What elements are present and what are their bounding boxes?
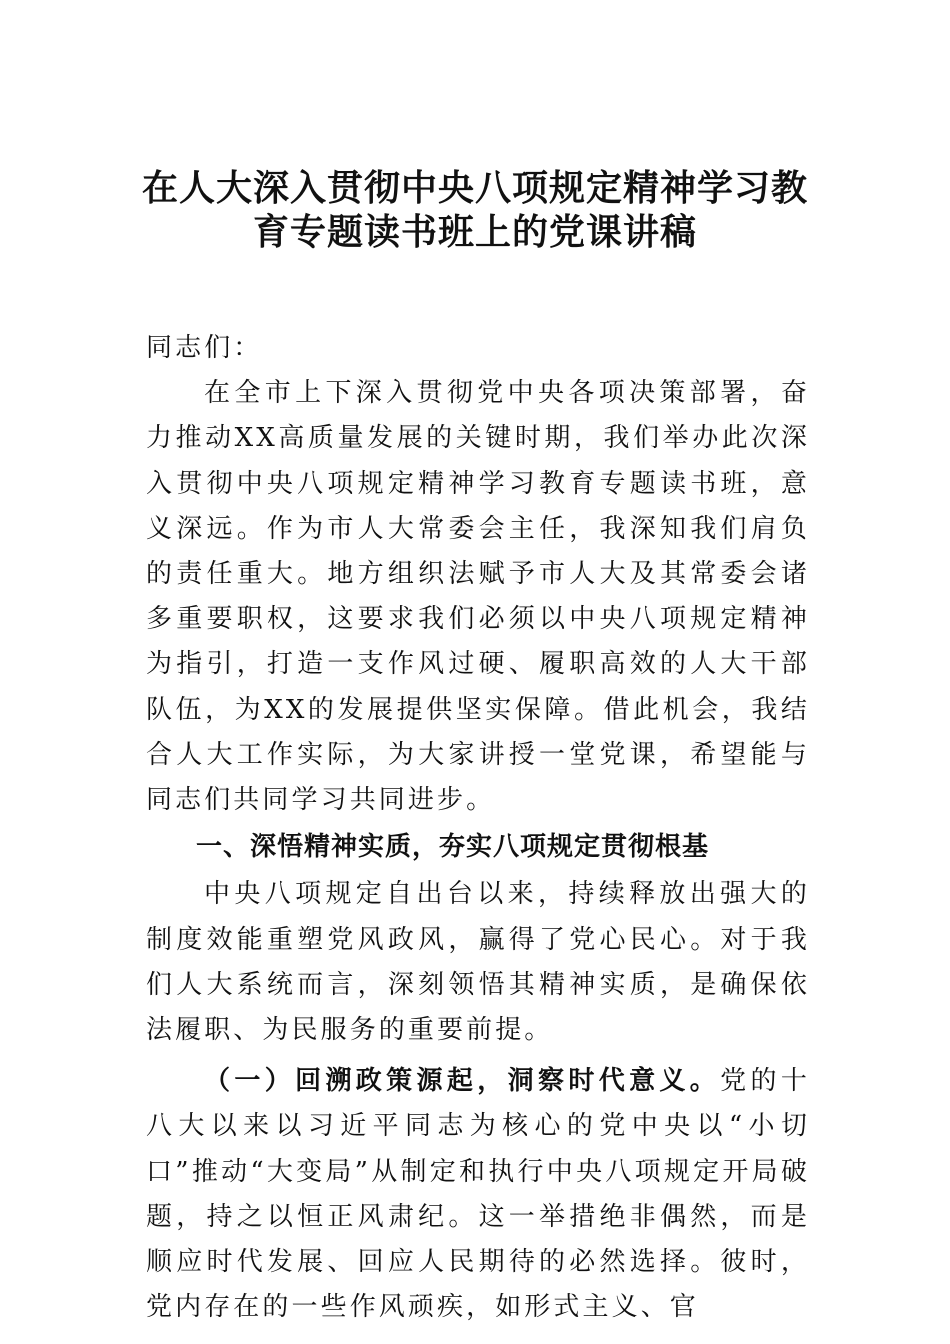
paragraph-subsection-1 (146, 1059, 810, 1330)
paragraph-section-1: 中央八项规定自出台以来，持续释放出强大的制度效能重塑党风政风，赢得了党心民心。对于我们人大系统而言，深刻领悟其精神实质，是确保依法履职、为民服务的重要前提。 (146, 879, 810, 1046)
document-title-line-2: 育专题读书班上的党课讲稿 (252, 211, 697, 253)
document-title-line-1: 在人大深入贯彻中央八项规定精神学习教 (141, 167, 808, 209)
subsection-1-text: 党的十八大以来以习近平同志为核心的党中央以“小切口”推动“大变局”从制定和执行中央八项规定开局破题，持之以恒正风肃纪。这一举措绝非偶然，而是顺应时代发展、回应人民期待的必然选择。彼时，党内存在的一些作风顽疾，如形式主义、官 (146, 1066, 810, 1323)
salutation: 同志们： (146, 333, 263, 363)
section-heading-1: 一、深悟精神实质，夯实八项规定贯彻根基 (196, 832, 710, 863)
paragraph-intro: 在全市上下深入贯彻党中央各项决策部署，奋力推动XX高质量发展的关键时期，我们举办此次深入贯彻中央八项规定精神学习教育专题读书班，意义深远。作为市人大常委会主任，我深知我们肩负的责任重大。地方组织法赋予市人大及其常委会诸多重要职权，这要求我们必须以中央八项规定精神为指引，打造一支作风过硬、履职高效的人大干部队伍，为XX的发展提供坚实保障。借此机会，我结合人大工作实际，为大家讲授一堂党课，希望能与同志们共同学习共同进步。 (146, 378, 810, 816)
subsection-heading-1: （一）回溯政策源起，洞察时代意义。 (204, 1066, 721, 1097)
document-body (146, 326, 810, 1330)
